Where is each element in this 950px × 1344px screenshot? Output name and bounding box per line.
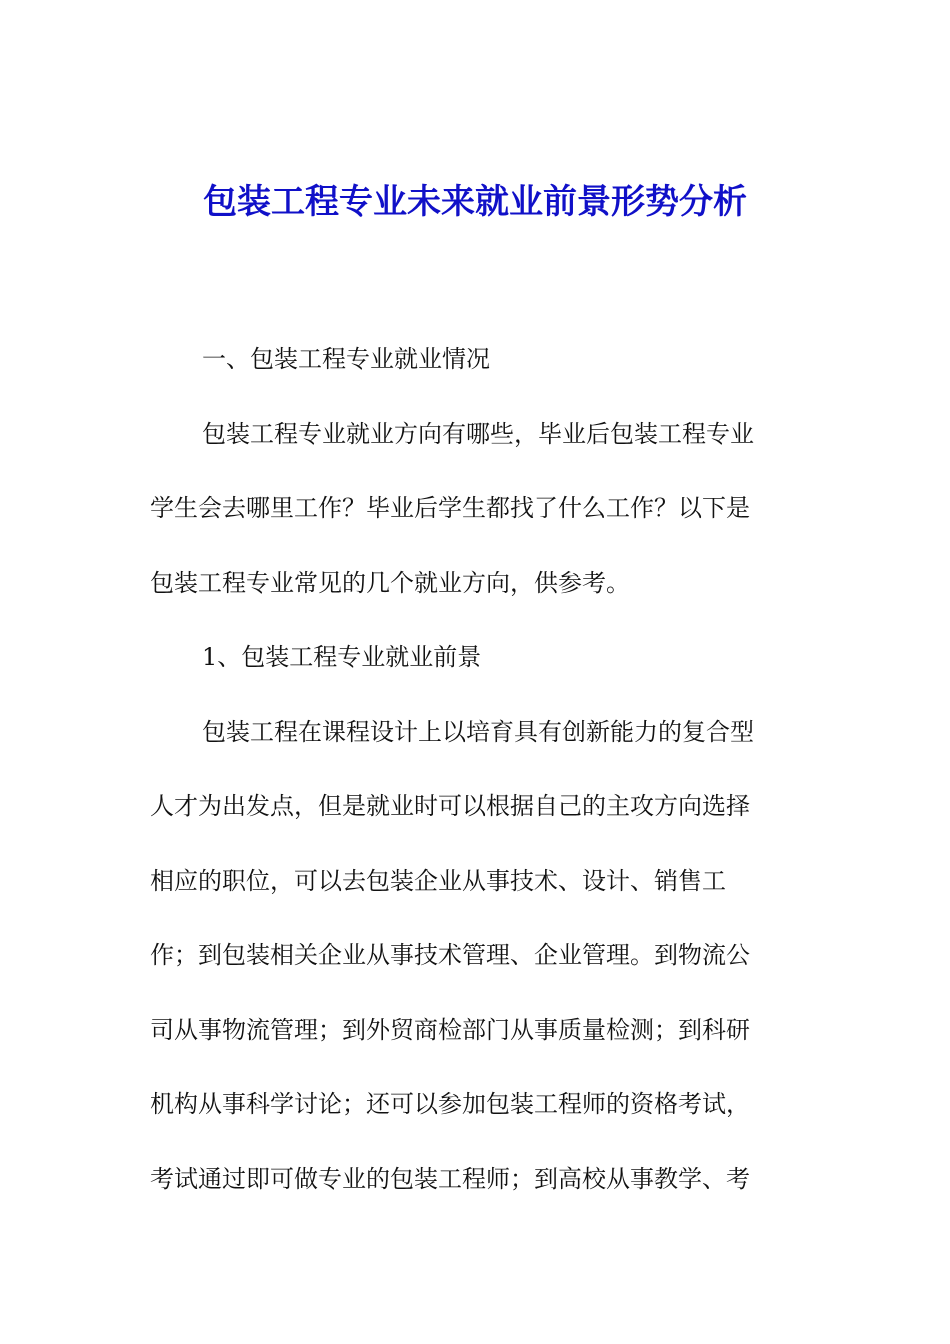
document-body: [150, 322, 792, 1216]
paragraph-line: 包装工程在课程设计上以培育具有创新能力的复合型: [202, 717, 754, 746]
paragraph-line: 考试通过即可做专业的包装工程师；到高校从事教学、考: [150, 1164, 750, 1193]
paragraph-line: 人才为出发点，但是就业时可以根据自己的主攻方向选择: [150, 792, 750, 820]
document-title: 包装工程专业未来就业前景形势分析: [203, 182, 747, 222]
section-heading: 一、包装工程专业就业情况: [202, 345, 490, 373]
paragraph-line: 学生会去哪里工作？毕业后学生都找了什么工作？以下是: [150, 494, 750, 522]
subsection-heading: 1、包装工程专业就业前景: [202, 643, 482, 671]
paragraph-line: 相应的职位，可以去包装企业从事技术、设计、销售工: [150, 866, 726, 895]
paragraph-line: 机构从事科学讨论；还可以参加包装工程师的资格考试，: [150, 1090, 750, 1118]
paragraph-line: 包装工程专业常见的几个就业方向，供参考。: [150, 568, 630, 597]
paragraph-line: 司从事物流管理；到外贸商检部门从事质量检测；到科研: [150, 1015, 750, 1044]
paragraph-line: 作；到包装相关企业从事技术管理、企业管理。到物流公: [150, 941, 750, 969]
paragraph-line: 包装工程专业就业方向有哪些，毕业后包装工程专业: [202, 419, 754, 448]
